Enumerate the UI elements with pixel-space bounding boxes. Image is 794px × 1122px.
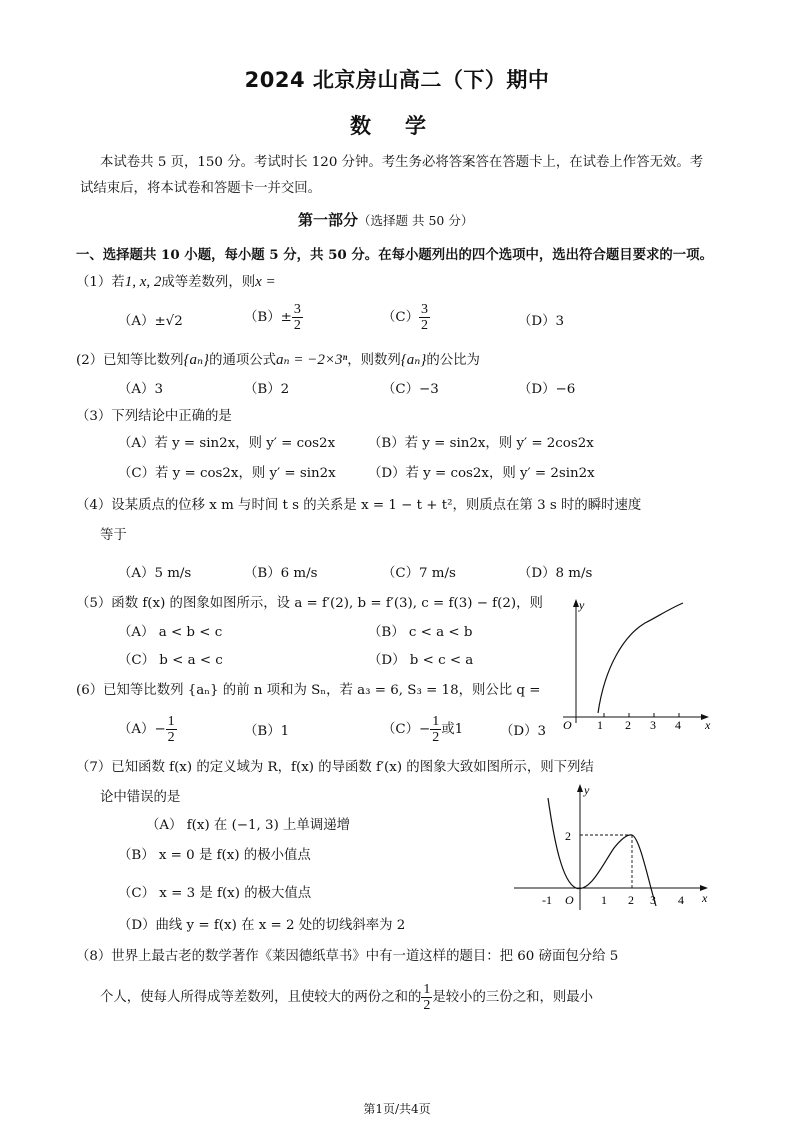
q2-formula: aₙ = −2×3ⁿ xyxy=(276,352,348,368)
q1-stem xyxy=(76,272,276,293)
q2-stem-d: 的公比为 xyxy=(426,353,480,368)
q2-stem-b: 的通项公式 xyxy=(209,353,277,368)
graph2-origin: O xyxy=(565,893,574,907)
q6-c-fraction xyxy=(430,714,441,745)
q1-option-a: （A）±√2 xyxy=(118,314,183,329)
graph1-tick-label-1: 1 xyxy=(597,718,603,732)
q1-option-d: （D）3 xyxy=(518,314,565,329)
q1-stem-math: 1, x, 2 xyxy=(124,274,162,290)
graph2-y-arrow xyxy=(577,784,583,792)
q6-stem: (6）已知等比数列 {aₙ} 的前 n 项和为 Sₙ，若 a₃ = 6, S₃ = 18，则公比 q = xyxy=(76,683,541,698)
q1-option-c xyxy=(382,302,430,333)
q6-option-a xyxy=(118,714,177,745)
subject-title: 数学 xyxy=(350,114,460,138)
graph2-curve xyxy=(548,798,656,906)
q3-option-c: （C）若 y = cos2x，则 y′ = sin2x xyxy=(118,466,336,481)
q2-option-d: （D）−6 xyxy=(518,382,576,397)
q8-den: 2 xyxy=(423,998,431,1013)
q4-stem-2: 等于 xyxy=(100,528,127,543)
q1-option-b xyxy=(244,302,303,333)
q3-option-d: （D）若 y = cos2x，则 y′ = 2sin2x xyxy=(368,466,595,481)
graph2-y-tick: 2 xyxy=(565,829,571,843)
q1-c-den: 2 xyxy=(421,318,429,333)
graph-f-of-x xyxy=(545,595,725,735)
q8-stem-2b: 是较小的三份之和，则最小 xyxy=(432,990,594,1005)
graph-derivative xyxy=(508,780,718,915)
q2-option-b: （B）2 xyxy=(244,382,290,397)
q4-option-c: （C）7 m/s xyxy=(382,566,456,581)
intro-line-2: 试结束后，将本试卷和答题卡一并交回。 xyxy=(80,181,322,196)
q6-c-num: 1 xyxy=(432,714,440,729)
q6-c-post: 或1 xyxy=(441,722,464,737)
section-heading: 一、选择题共 10 小题，每小题 5 分，共 50 分。在每小题列出的四个选项中，选出符合题目要求的一项。 xyxy=(76,247,713,263)
q7-option-d: （D）曲线 y = f(x) 在 x = 2 处的切线斜率为 2 xyxy=(118,918,406,933)
graph1-y-label: y xyxy=(579,598,585,612)
q8-stem-2a: 个人，使每人所得成等差数列，且使较大的两份之和的 xyxy=(100,990,422,1005)
q6-option-c xyxy=(382,714,463,745)
q1-stem-a: （1）若 xyxy=(76,275,125,290)
q5-option-a: （A） a < b < c xyxy=(118,625,223,640)
graph1-tick-label-2: 2 xyxy=(625,718,631,732)
q2-seq: {aₙ} xyxy=(183,352,210,368)
q7-stem: （7）已知函数 f(x) 的定义域为 R，f(x) 的导函数 f′(x) 的图象大致如图所示，则下列结 xyxy=(76,760,594,775)
q2-option-a: （A）3 xyxy=(118,382,163,397)
exam-title: 2024 北京房山高二（下）期中 xyxy=(244,68,550,92)
q1-c-pre: （C） xyxy=(382,310,420,325)
q8-fraction xyxy=(421,982,432,1013)
q5-option-d: （D） b < c < a xyxy=(368,653,474,668)
q1-stem-b: 成等差数列，则 xyxy=(161,275,256,290)
q7-stem-2: 论中错误的是 xyxy=(100,790,181,805)
q4-option-b: （B）6 m/s xyxy=(244,566,318,581)
q6-c-pre: （C）− xyxy=(382,722,431,737)
q6-a-den: 2 xyxy=(167,730,175,745)
graph1-origin: O xyxy=(563,718,572,732)
part-title-note: （选择题 共 50 分） xyxy=(358,213,474,228)
q2-stem xyxy=(76,350,480,371)
graph2-tick-label-m1: -1 xyxy=(542,893,552,907)
q1-c-fraction xyxy=(419,302,430,333)
graph2-tick-label-4: 4 xyxy=(678,893,684,907)
q8-stem: （8）世界上最古老的数学著作《莱因德纸草书》中有一道这样的题目：把 60 磅面包分给 5 xyxy=(76,949,619,964)
graph2-x-label: x xyxy=(702,891,708,905)
graph2-y-label: y xyxy=(584,783,590,797)
q5-option-b: （B） c < a < b xyxy=(368,625,473,640)
q2-option-c: （C）−3 xyxy=(382,382,439,397)
q1-stem-c: x = xyxy=(255,274,276,290)
q1-b-fraction xyxy=(292,302,303,333)
q6-a-num: 1 xyxy=(167,714,175,729)
graph2-tick-label-2: 2 xyxy=(628,893,634,907)
q3-stem: （3）下列结论中正确的是 xyxy=(76,409,232,424)
q8-stem-2 xyxy=(100,982,593,1013)
graph1-curve xyxy=(598,603,683,713)
q1-b-pre: （B）± xyxy=(244,310,292,325)
q1-b-den: 2 xyxy=(293,318,301,333)
page-number: 第1页/共4页 xyxy=(363,1102,431,1116)
intro-line-1: 本试卷共 5 页，150 分。考试时长 120 分钟。考生务必将答案答在答题卡上，在试卷上作答无效。考 xyxy=(100,155,704,170)
graph2-tick-label-3: 3 xyxy=(650,893,656,907)
q1-c-num: 3 xyxy=(421,302,429,317)
q6-c-den: 2 xyxy=(432,730,440,745)
q7-option-a: （A） f(x) 在 (−1, 3) 上单调递增 xyxy=(146,818,350,833)
q6-option-d: （D）3 xyxy=(500,724,547,739)
q7-option-b: （B） x = 0 是 f(x) 的极小值点 xyxy=(118,848,311,863)
part-title-text: 第一部分 xyxy=(298,211,359,229)
q4-option-a: （A）5 m/s xyxy=(118,566,192,581)
graph2-tick-label-1: 1 xyxy=(601,893,607,907)
graph1-tick-label-3: 3 xyxy=(650,718,656,732)
graph1-tick-label-4: 4 xyxy=(675,718,681,732)
q3-option-a: （A）若 y = sin2x，则 y′ = cos2x xyxy=(118,436,336,451)
q2-stem-c: ，则数列 xyxy=(347,353,401,368)
q8-num: 1 xyxy=(423,982,431,997)
q6-a-fraction xyxy=(166,714,177,745)
q5-stem: （5）函数 f(x) 的图象如图所示，设 a = f′(2), b = f′(3), c = f(3) − f(2)，则 xyxy=(76,596,543,611)
part-title xyxy=(298,209,473,230)
q2-seq-2: {aₙ} xyxy=(400,352,427,368)
q7-option-c: （C） x = 3 是 f(x) 的极大值点 xyxy=(118,886,312,901)
q2-stem-a: (2）已知等比数列 xyxy=(76,353,184,368)
q1-b-num: 3 xyxy=(293,302,301,317)
q6-option-b: （B）1 xyxy=(244,724,290,739)
q5-option-c: （C） b < a < c xyxy=(118,653,223,668)
q4-stem: （4）设某质点的位移 x m 与时间 t s 的关系是 x = 1 − t + t²，则质点在第 3 s 时的瞬时速度 xyxy=(76,498,642,513)
graph1-x-label: x xyxy=(705,718,711,732)
q6-a-pre: （A）− xyxy=(118,722,166,737)
q4-option-d: （D）8 m/s xyxy=(518,566,593,581)
q3-option-b: （B）若 y = sin2x，则 y′ = 2cos2x xyxy=(368,436,594,451)
